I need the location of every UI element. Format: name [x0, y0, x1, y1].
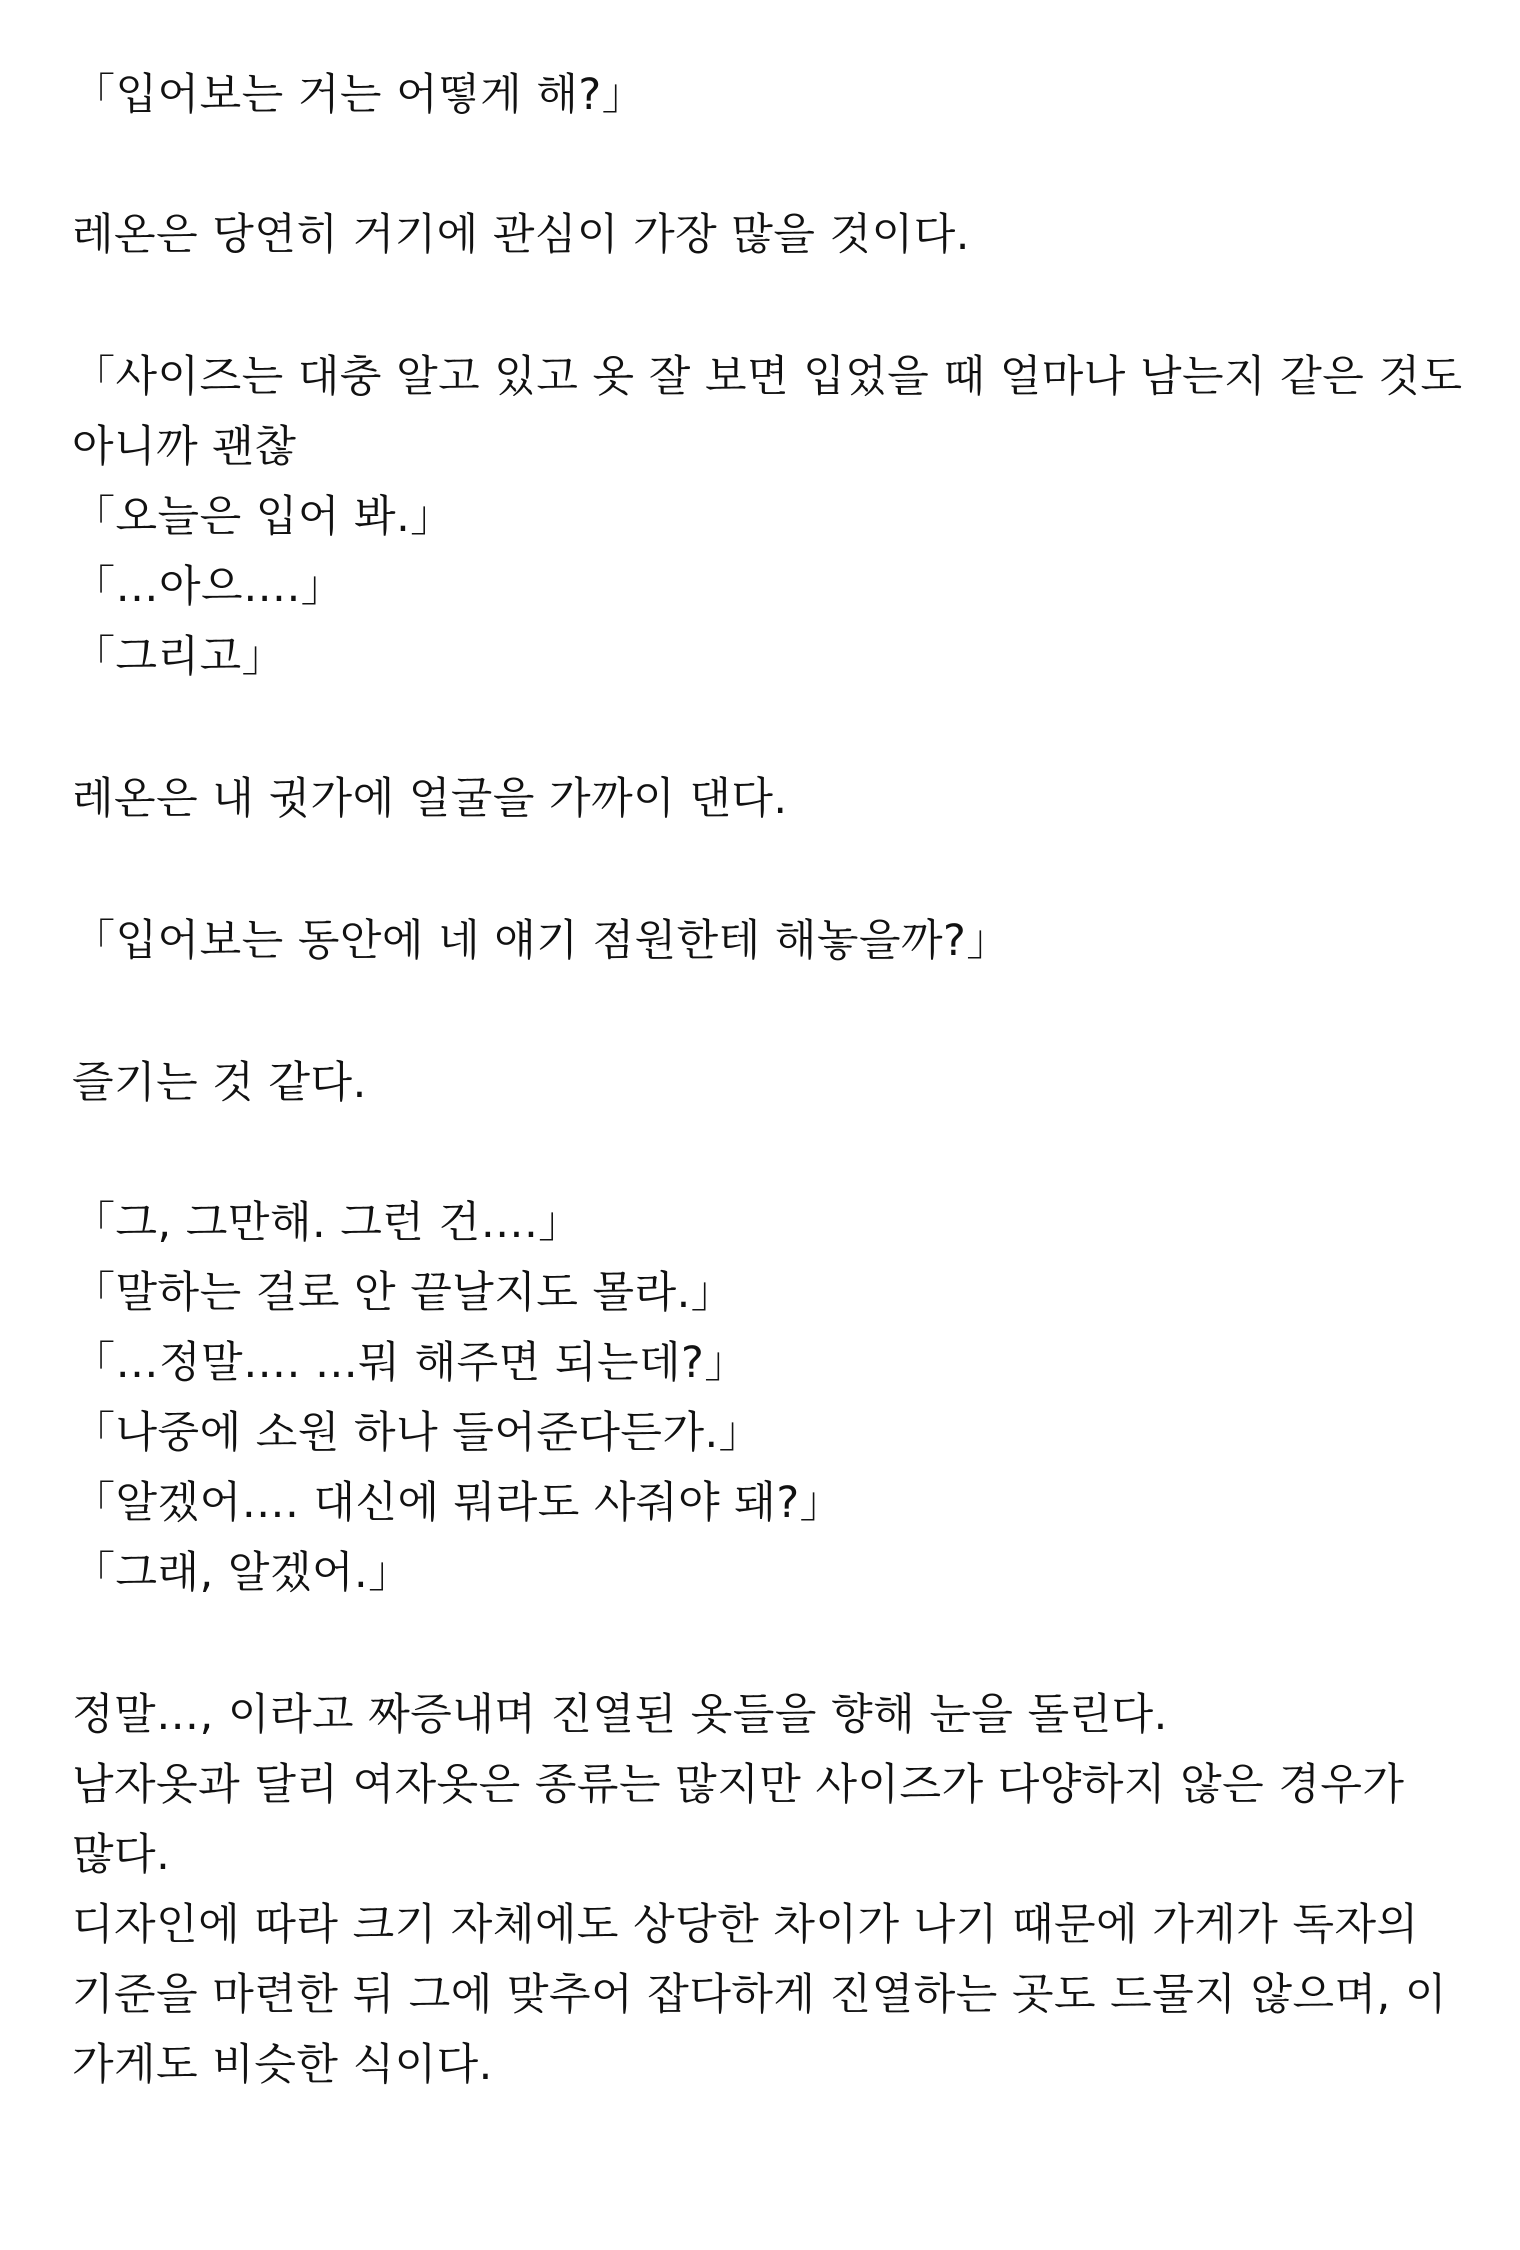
dialogue-line: 아니까 괜찮 — [72, 422, 297, 472]
narration-line: 디자인에 따라 크기 자체에도 상당한 차이가 나기 때문에 가게가 독자의 — [72, 1900, 1419, 1950]
narration-line: 가게도 비슷한 식이다. — [72, 2040, 493, 2090]
dialogue-line: 「오늘은 입어 봐.」 — [72, 492, 454, 542]
narration-line: 정말…, 이라고 짜증내며 진열된 옷들을 향해 눈을 돌린다. — [72, 1690, 1168, 1740]
narration-line: 즐기는 것 같다. — [72, 1058, 367, 1108]
dialogue-line: 「말하는 걸로 안 끝날지도 몰라.」 — [72, 1268, 735, 1318]
dialogue-line: 「…아으….」 — [72, 562, 345, 612]
dialogue-line: 「…정말…. …뭐 해주면 되는데?」 — [72, 1338, 748, 1388]
narration-line: 레온은 내 귓가에 얼굴을 가까이 댄다. — [72, 774, 788, 824]
dialogue-line: 「입어보는 동안에 네 얘기 점원한테 해놓을까?」 — [72, 916, 1010, 966]
dialogue-line: 「나중에 소원 하나 들어준다든가.」 — [72, 1408, 763, 1458]
dialogue-line: 「그, 그만해. 그런 건….」 — [72, 1198, 582, 1248]
dialogue-line: 「그래, 알겠어.」 — [72, 1548, 412, 1598]
dialogue-line: 「알겠어…. 대신에 뭐라도 사줘야 돼?」 — [72, 1478, 844, 1528]
dialogue-line: 「입어보는 거는 어떻게 해?」 — [72, 70, 646, 120]
dialogue-line: 「사이즈는 대충 알고 있고 옷 잘 보면 입었을 때 얼마나 남는지 같은 것도 — [72, 352, 1463, 402]
narration-line: 남자옷과 달리 여자옷은 종류는 많지만 사이즈가 다양하지 않은 경우가 — [72, 1760, 1405, 1810]
narration-line: 레온은 당연히 거기에 관심이 가장 많을 것이다. — [72, 210, 970, 260]
narration-line: 많다. — [72, 1830, 171, 1880]
dialogue-line: 「그리고」 — [72, 632, 286, 682]
narration-line: 기준을 마련한 뒤 그에 맞추어 잡다하게 진열하는 곳도 드물지 않으며, 이 — [72, 1970, 1447, 2020]
